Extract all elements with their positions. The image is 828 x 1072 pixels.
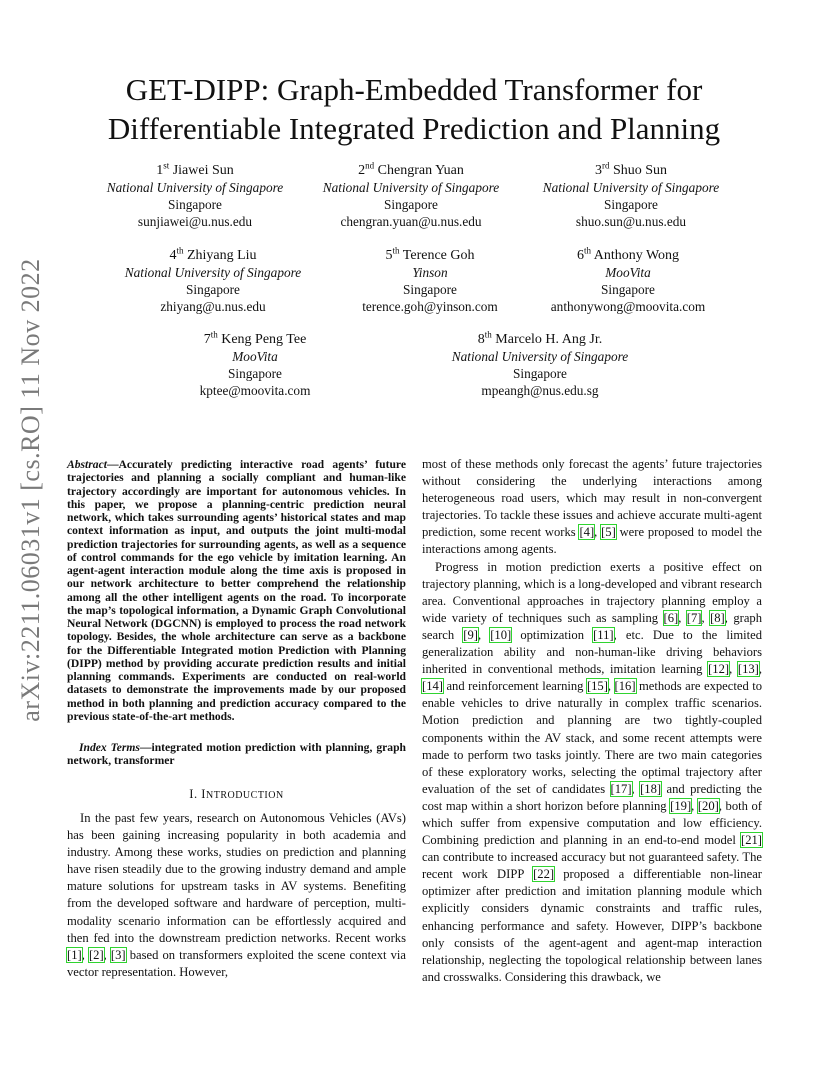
- intro-paragraph-1: In the past few years, research on Autonomous Vehicles (AVs) has been gaining increasing popularity in both academia and industry. Among these works, studies on prediction and planning have risen steadily due to the growing industry demand and ample mature solutions for upstream tasks in AV systems. Benefiting from the developed software and hardware of perception, multi-modality scenario information can be effortlessly acquired and then fed into the downstream prediction networks. Recent works [1], [2], [3] based on transformers exploited the scene context via vector representation. However,: [67, 811, 407, 979]
- citation-link[interactable]: [20]: [697, 798, 719, 813]
- author-5: 5th Terence Goh Yinson Singapore terence.goh@yinson.com: [325, 247, 535, 315]
- author-location: Singapore: [384, 197, 438, 212]
- citation-link[interactable]: [16]: [614, 679, 636, 694]
- author-1: 1st Jiawei Sun National University of Singapore Singapore sunjiawei@u.nus.edu: [90, 162, 300, 230]
- author-email: kptee@moovita.com: [199, 383, 311, 398]
- author-location: Singapore: [601, 282, 655, 297]
- citation-link[interactable]: [1]: [67, 947, 82, 962]
- author-email: terence.goh@yinson.com: [362, 299, 498, 314]
- citation-link[interactable]: [19]: [670, 798, 692, 813]
- author-location: Singapore: [403, 282, 457, 297]
- author-3: 3rd Shuo Sun National University of Singapore Singapore shuo.sun@u.nus.edu: [526, 162, 736, 230]
- author-affiliation: MooVita: [232, 349, 278, 364]
- author-affiliation: National University of Singapore: [451, 349, 629, 364]
- citation-link[interactable]: [15]: [586, 679, 608, 694]
- author-email: shuo.sun@u.nus.edu: [575, 214, 687, 229]
- paragraph-continuation: most of these methods only forecast the agents’ future trajectories without considering the underlying interactions among heterogeneous road users, which may result in non-convergent trajectories. To tackle these issues and achieve accurate multi-agent prediction, some recent works [4], [5] were proposed to model the interactions among agents.: [422, 457, 762, 557]
- author-6: 6th Anthony Wong MooVita Singapore anthonywong@moovita.com: [523, 247, 733, 315]
- author-email: mpeangh@nus.edu.sg: [481, 383, 599, 398]
- citation-link[interactable]: [5]: [601, 525, 616, 540]
- index-terms: [67, 741, 406, 768]
- author-email: anthonywong@moovita.com: [550, 299, 706, 314]
- author-location: Singapore: [228, 366, 282, 381]
- arxiv-stamp: arXiv:2211.06031v1 [cs.RO] 11 Nov 2022: [16, 258, 45, 722]
- author-affiliation: Yinson: [412, 265, 448, 280]
- citation-link[interactable]: [18]: [640, 781, 662, 796]
- author-location: Singapore: [168, 197, 222, 212]
- paragraph-progress: Progress in motion prediction exerts a positive effect on trajectory planning, which is a long-developed and vibrant research area. Conventional approaches in trajectory planning employ a wide variety of techniques such as sampling [6], [7], [8], graph search [9], [10] optimization [11], etc. Due to the limited generalization ability and non-human-like driving behaviors inherited in conventional methods, imitation learning [12], [13], [14] and reinforcement learning [15], [16] methods are expected to enable vehicles to drive naturally in complex traffic scenarios. Motion prediction and planning are two tightly-coupled components within the AV stack, and some recent attempts were made to perform two tasks jointly. There are two main categories of these exploratory works, selecting the optimal trajectory after evaluation of the set of candidates [17], [18] and predicting the cost map within a short horizon before planning [19], [20], both of which suffer from expensive computation and low efficiency. Combining prediction and planning in an end-to-end model [21] can contribute to increased accuracy but not guaranteed safety. The recent work DIPP [22] proposed a differentiable non-linear optimizer after prediction and imitation planning module which explicitly considers dynamic constraints and traffic rules, enhancing performance and safety. However, DIPP’s backbone only consists of the agent-agent and agent-map interaction relationship, neglecting the topological relationship between lanes and crosswalks. Considering this drawback, we: [422, 559, 763, 984]
- citation-link[interactable]: [17]: [610, 781, 632, 796]
- author-location: Singapore: [604, 197, 658, 212]
- citation-link[interactable]: [21]: [741, 833, 762, 848]
- citation-link[interactable]: [3]: [110, 947, 126, 962]
- citation-link[interactable]: [10]: [490, 627, 512, 642]
- author-7: 7th Keng Peng Tee MooVita Singapore kptee@moovita.com: [150, 331, 360, 399]
- author-affiliation: MooVita: [605, 265, 651, 280]
- abstract-lead: Abstract: [67, 458, 107, 471]
- author-email: zhiyang@u.nus.edu: [160, 299, 266, 314]
- citation-link[interactable]: [7]: [686, 610, 702, 625]
- index-terms-body: —integrated motion prediction with planning, graph network, transformer: [67, 741, 406, 768]
- author-8: 8th Marcelo H. Ang Jr. National University of Singapore Singapore mpeangh@nus.edu.sg: [430, 331, 650, 399]
- citation-link[interactable]: [22]: [533, 867, 555, 882]
- author-affiliation: National University of Singapore: [542, 180, 720, 195]
- author-email: sunjiawei@u.nus.edu: [137, 214, 253, 229]
- section-heading-introduction: I. INTRODUCTION: [189, 787, 284, 801]
- author-location: Singapore: [186, 282, 240, 297]
- citation-link[interactable]: [13]: [737, 662, 759, 677]
- index-terms-lead: Index Terms: [79, 741, 140, 754]
- citation-link[interactable]: [11]: [593, 627, 614, 642]
- right-column-text: [422, 456, 762, 986]
- citation-link[interactable]: [12]: [708, 662, 730, 677]
- author-2: 2nd Chengran Yuan National University of Singapore Singapore chengran.yuan@u.nus.edu: [306, 162, 516, 230]
- abstract-body: —Accurately predicting interactive road agents’ future trajectories and planning a socially compliant and human-like trajectory accordingly are important for autonomous vehicles. In this paper, we propose a planning-centric prediction neural network, which takes surrounding agents’ historical states and map context information as input, and outputs the joint multi-modal prediction trajectories for surrounding agents, as well as a sequence of control commands for the ego vehicle by imitation learning. An agent-agent interaction module along the time axis is proposed in our network architecture to better comprehend the relationship among all the other intelligent agents on the road. To incorporate the map’s topological information, a Dynamic Graph Convolutional Neural Network (DGCNN) is employed to process the road network topology. Besides, the whole architecture can serve as a backbone for the Differentiable Integrated motion Prediction with Planning (DIPP) method by providing accurate prediction results and initial planning commands. Experiments are conducted on real-world datasets to demonstrate the improvements made by our proposed method in both planning and prediction accuracy compared to the previous state-of-the-art methods.: [67, 458, 406, 723]
- author-4: 4th Zhiyang Liu National University of Singapore Singapore zhiyang@u.nus.edu: [108, 247, 318, 315]
- citation-link[interactable]: [4]: [579, 525, 595, 540]
- citation-link[interactable]: [6]: [663, 610, 679, 625]
- author-location: Singapore: [513, 366, 567, 381]
- paper-title: [60, 70, 768, 148]
- citation-link[interactable]: [8]: [710, 610, 725, 625]
- author-affiliation: National University of Singapore: [124, 265, 302, 280]
- citation-link[interactable]: [2]: [88, 947, 104, 962]
- author-affiliation: National University of Singapore: [106, 180, 284, 195]
- author-email: chengran.yuan@u.nus.edu: [340, 214, 482, 229]
- author-affiliation: National University of Singapore: [322, 180, 500, 195]
- citation-link[interactable]: [9]: [463, 627, 478, 642]
- abstract: [67, 458, 406, 723]
- title-line-1: GET-DIPP: Graph-Embedded Transformer for: [125, 72, 703, 107]
- title-line-2: Differentiable Integrated Prediction and Planning: [107, 111, 721, 146]
- citation-link[interactable]: [14]: [422, 679, 443, 694]
